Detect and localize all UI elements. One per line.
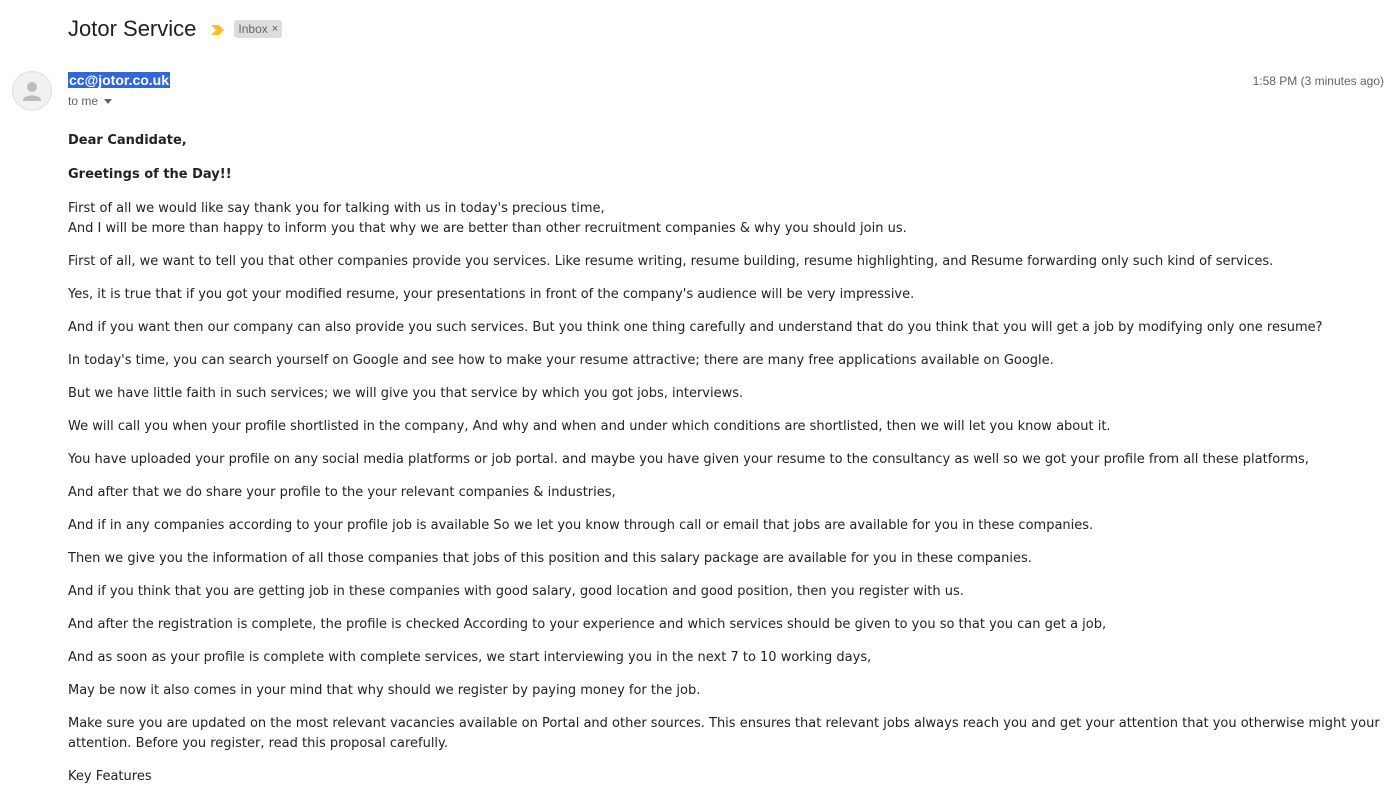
paragraph-2: First of all, we want to tell you that other companies provide you services. Like resume writing, resume building, resume highlighting, and Resume forwarding only such kind of services. [68,254,1274,269]
remove-label-icon[interactable]: × [271,23,279,35]
email-body [68,131,1390,800]
paragraph-6: But we have little faith in such services; we will give you that service by which you got jobs, interviews. [68,386,744,401]
inbox-label-text: Inbox [238,22,268,36]
paragraph-12: And if you think that you are getting job in these companies with good salary, good location and good position, then you register with us. [68,584,964,599]
greeting: Dear Candidate, [68,133,187,148]
sender-email[interactable] [68,72,170,88]
importance-marker-icon[interactable] [210,23,226,35]
sender-email-text: cc@jotor.co.uk [69,72,170,88]
email-header [68,14,282,44]
paragraph-1-line-2: And I will be more than happy to inform you that why we are better than other recruitment companies & why you should join us. [68,221,907,236]
paragraph-3: Yes, it is true that if you got your modified resume, your presentations in front of the company's audience will be very impressive. [68,287,915,302]
inbox-label-chip [234,20,282,38]
paragraph-8: You have uploaded your profile on any social media platforms or job portal. and maybe you have given your resume to the consultancy as well so we got your profile from all these platforms, [68,452,1309,467]
paragraph-16: Make sure you are updated on the most relevant vacancies available on Portal and other sources. This ensures that relevant jobs always reach you and get your attention that you otherwise might your attention. Before you register, read this proposal carefully. [68,716,1380,751]
paragraph-4: And if you want then our company can also provide you such services. But you think one thing carefully and understand that do you think that you will get a job by modifying only one resume? [68,320,1323,335]
paragraph-15: May be now it also comes in your mind that why should we register by paying money for the job. [68,683,701,698]
email-subject: Jotor Service [68,16,197,41]
paragraph-10: And if in any companies according to your profile job is available So we let you know through call or email that jobs are available for you in these companies. [68,518,1094,533]
greeting-2: Greetings of the Day!! [68,167,232,182]
paragraph-7: We will call you when your profile shortlisted in the company, And why and when and under which conditions are shortlisted, then we will let you know about it. [68,419,1111,434]
person-icon [13,72,51,110]
recipient-details-dropdown-icon[interactable] [104,99,112,104]
recipient-row [68,94,112,108]
paragraph-5: In today's time, you can search yourself on Google and see how to make your resume attractive; there are many free applications available on Google. [68,353,1054,368]
paragraph-11: Then we give you the information of all those companies that jobs of this position and this salary package are available for you in these companies. [68,551,1032,566]
paragraph-1-line-1: First of all we would like say thank you for talking with us in today's precious time, [68,201,605,216]
paragraph-14: And as soon as your profile is complete with complete services, we start interviewing you in the next 7 to 10 working days, [68,650,872,665]
email-timestamp: 1:58 PM (3 minutes ago) [1252,74,1384,88]
recipient-text: to me [68,94,99,108]
sender-avatar[interactable] [12,71,52,111]
paragraph-13: And after the registration is complete, the profile is checked According to your experience and which services should be given to you so that you can get a job, [68,617,1107,632]
paragraph-9: And after that we do share your profile to the your relevant companies & industries, [68,485,616,500]
paragraph-1 [68,199,1390,239]
paragraph-17: Key Features [68,769,152,784]
